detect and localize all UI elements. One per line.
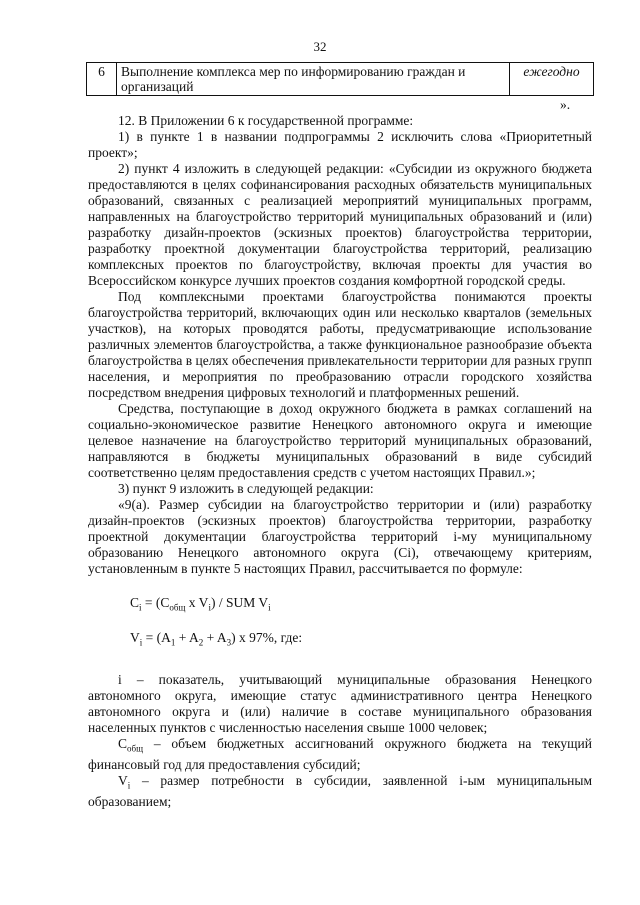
formula-subscript: общ <box>169 602 186 613</box>
activities-table <box>86 62 594 96</box>
definition-text: – размер потребности в субсидии, заявленной i-ым муниципальным образованием; <box>88 773 592 809</box>
formula-vi <box>88 630 592 651</box>
definition-subscript: i <box>127 780 131 791</box>
definition-i: i – показатель, учитывающий муниципальные образования Ненецкого автономного округа, имеющие статус административного центра Ненецкого автономного округа и (или) наличие в составе муниципального образования населенных пунктов с численностью населения свыше 1000 человек; <box>88 672 592 736</box>
paragraph: 2) пункт 4 изложить в следующей редакции: «Субсидии из окружного бюджета предоставляются в целях софинансирования расходных обязательств муниципальных образований, связанных с реализацией мероприятий муниципальных программ, направленных на благоустройство территорий муниципальных образований и (или) разработку дизайн-проектов (эскизных проектов) благоустройства территории, разработку проектной документации благоустройства территорий, реализацию комплексных проектов по благоустройству, включая проекты для участия во Всероссийском конкурсе лучших проектов создания комфортной городской среды. <box>88 161 592 288</box>
formula-part: ) / SUM V <box>210 595 269 610</box>
formula-part: + A <box>175 629 199 645</box>
formula-symbol: C <box>130 595 140 610</box>
row-activity: Выполнение комплекса мер по информированию граждан и организаций <box>117 63 510 96</box>
page-number: 32 <box>313 39 327 54</box>
definition-symbol: C <box>118 736 128 752</box>
definition-c-total <box>88 736 592 773</box>
paragraph: 1) в пункте 1 в названии подпрограммы 2 исключить слова «Приоритетный проект»; <box>88 129 592 160</box>
definition-symbol: V <box>118 773 128 789</box>
definition-subscript: общ <box>127 744 144 755</box>
formula-ci <box>88 595 592 616</box>
formula-subscript: 3 <box>226 637 232 648</box>
paragraph: 12. В Приложении 6 к государственной программе: <box>118 113 414 128</box>
formula-part: = (A <box>142 629 171 645</box>
row-number: 6 <box>87 63 117 96</box>
formula-subscript: i <box>139 602 142 613</box>
formula-symbol: V <box>130 629 140 645</box>
formula-subscript: i <box>208 602 211 613</box>
paragraph: «9(а). Размер субсидии на благоустройство территории и (или) разработку дизайн-проектов (эскизных проектов) благоустройства территории, разработку проектной документации благоустройства территорий i-му муниципальному образованию Ненецкого автономного округа (Ci), отвечающему критериям, установленным в пункте 5 настоящих Правил, рассчитывается по формуле: <box>88 497 592 576</box>
paragraph: Под комплексными проектами благоустройства понимаются проекты благоустройства территорий, включающих один или несколько кварталов (земельных участков), на которых проводятся работы, предусматривающие использование различных элементов благоустройства, а также функциональное разнообразие объекта благоустройства в целях обеспечения привлекательности территории для разных групп населения, и мероприятия по преобразованию отрасли городского хозяйства посредством внедрения цифровых технологий и платформенных решений. <box>88 289 592 400</box>
formula-part: ) x 97%, где: <box>231 629 303 645</box>
formula-part: x V <box>185 595 209 610</box>
paragraph: Средства, поступающие в доход окружного бюджета в рамках соглашений на социально-экономическое развитие Ненецкого автономного округа и имеющие целевое назначение на благоустройство территорий муниципальных образований, направляются в бюджеты муниципальных образований в виде субсидий соответственно целям предоставления средств с учетом настоящих Правил.»; <box>88 401 592 480</box>
formula-subscript: 1 <box>170 637 176 648</box>
table-row <box>87 63 594 96</box>
definition-text: – объем бюджетных ассигнований окружного бюджета на текущий финансовый год для предоставления субсидий; <box>88 736 592 773</box>
formula-subscript: i <box>268 602 271 613</box>
formula-subscript: i <box>139 637 143 648</box>
formula-part: + A <box>203 629 227 645</box>
definition-v-i <box>88 773 592 810</box>
document-body <box>88 113 592 810</box>
closing-quote: ». <box>560 97 571 112</box>
paragraph: 3) пункт 9 изложить в следующей редакции: <box>118 481 374 496</box>
formula-part: = (C <box>141 595 170 610</box>
row-frequency: ежегодно <box>510 63 594 96</box>
formula-subscript: 2 <box>198 637 204 648</box>
